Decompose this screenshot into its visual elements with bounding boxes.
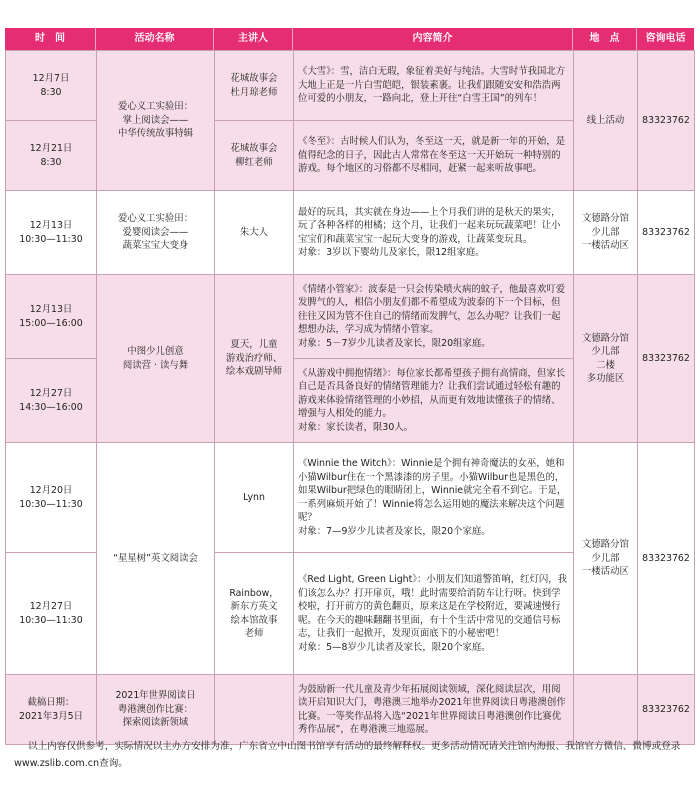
phone-cell: 83323762: [638, 275, 695, 443]
audience-text: 对象：5－7岁少儿读者及家长，限20组家庭。: [298, 337, 491, 349]
content-cell: 为鼓励新一代儿童及青少年拓展阅读领域，深化阅读层次，用阅读开启知识大门，粤港澳三地举办2021年世界阅读日粤港澳创作比赛。一等奖作品将入选“2021年世界阅读日粤港澳创作比赛优秀作品展”，在粤港澳三地巡展。: [294, 675, 574, 745]
header-content: 内容简介: [293, 28, 573, 50]
content-cell: [294, 191, 574, 275]
header-activity: 活动名称: [96, 28, 214, 50]
time-cell: 12月7日 8:30: [6, 51, 97, 121]
time-cell: 12月27日 10:30—11:30: [6, 553, 97, 675]
speaker-cell: 花城故事会 柳红老师: [215, 121, 294, 191]
activity-cell: 2021年世界阅读日 粤港澳创作比赛： 探索阅读新领域: [97, 675, 215, 745]
time-cell: 12月13日 10:30—11:30: [6, 191, 97, 275]
place-cell: 线上活动: [574, 51, 638, 191]
content-cell: 《大雪》：雪，洁白无瑕，象征着美好与纯洁。大雪时节我国北方大地上正是一片白雪皑皑，银装素裹。让我们跟随安安和浩浩两位可爱的小朋友，一路向北，登上开往“白雪王国”的列车！: [294, 51, 574, 121]
header-phone: 咨询电话: [645, 33, 686, 44]
place-cell: [574, 675, 638, 745]
content-text: 《Red Light, Green Light》：小朋友们知道警笛响，红灯闪，我们该怎么办？打开扉页，哦！此时需要给消防车让行呀。快到学校啦，打开前方的黄色翻页，原来这是在学校附近，要减速慢行呢。在今天的趣味翻翻书里面，有十个生活中常见的交通信号标志，让我们一起掀开，发现页面底下的小秘密吧！: [298, 574, 567, 639]
content-cell: [294, 553, 574, 675]
speaker-cell: Lynn: [215, 443, 294, 553]
phone-cell: 83323762: [638, 675, 695, 745]
activity-cell: 爱心义工实验田： 掌上阅读会—— 中华传统故事特辑: [97, 51, 215, 191]
content-text: 最好的玩具，其实就在身边——上个月我们讲的是秋天的果实，玩了各种各样的柑橘；这个月，让我们一起来玩玩蔬菜吧！让小宝宝们和蔬菜宝宝一起玩大变身的游戏，让蔬菜变玩具。: [298, 206, 561, 245]
table-row: [6, 675, 695, 745]
footnote: 以上内容仅供参考，实际情况以主办方安排为准，广东省立中山图书馆享有活动的最终解释权。更多活动情况请关注馆内海报、我馆官方微信、微博或登录www.zslib.com.cn查询。: [14, 741, 681, 769]
speaker-cell: [215, 675, 294, 745]
time-cell: 截稿日期： 2021年3月5日: [6, 675, 97, 745]
audience-text: 对象：5—8岁少儿读者及家长，限20个家庭。: [298, 641, 491, 653]
time-cell: 12月13日 15:00—16:00: [6, 275, 97, 359]
table-header: [5, 28, 694, 50]
speaker-cell: 夏天，儿童 游戏治疗师、 绘本戏剧导师: [215, 275, 294, 443]
header-time: 时 间: [5, 28, 96, 50]
content-text: 《Winnie the Witch》：Winnie是个拥有神奇魔法的女巫，她和小猫Wilbur住在一个黑漆漆的房子里。小猫Wilbur也是黑色的，如果Wilbur把绿色的眼睛闭上，Winnie就完全看不到它。于是，一系列麻烦开始了！Winnie将怎么运用她的魔法来解决这个问题呢？: [298, 458, 567, 523]
activity-cell: “星星树”英文阅读会: [97, 443, 215, 675]
header-place: 地 点: [573, 28, 637, 50]
audience-text: 对象：7—9岁少儿读者及家长，限20个家庭。: [298, 525, 491, 537]
time-cell: 12月27日 14:30—16:00: [6, 359, 97, 443]
activity-cell: 爱心义工实验田： 爱婴阅读会—— 蔬菜宝宝大变身: [97, 191, 215, 275]
place-cell: 文德路分馆 少儿部 一楼活动区: [574, 443, 638, 675]
phone-cell: 83323762: [638, 51, 695, 191]
content-text: 《从游戏中拥抱情绪》：每位家长都希望孩子拥有高情商，但家长自己是否具备良好的情绪管理能力？让我们尝试通过轻松有趣的游戏来体验情绪管理的小妙招，从而更有效地读懂孩子的情绪、增强与人相处的能力。: [298, 367, 566, 420]
content-text: 《情绪小管家》：波泰是一只会传染喷火病的蚊子，他最喜欢叮爱发脾气的人，相信小朋友们都不希望成为波泰的下一个目标，但往往又因为管不住自己的情绪而发脾气，怎么办呢？让我们一起想想办法，学习成为情绪小管家。: [298, 283, 566, 336]
content-cell: [294, 275, 574, 359]
phone-cell: 83323762: [638, 191, 695, 275]
table-row: [6, 275, 695, 359]
speaker-cell: 花城故事会 杜月琼老师: [215, 51, 294, 121]
header-speaker: 主讲人: [214, 28, 293, 50]
table-row: [6, 51, 695, 121]
audience-text: 对象：3岁以下婴幼儿及家长，限12组家庭。: [298, 247, 485, 258]
activity-cell: 中图少儿创意 阅读营 · 读与舞: [97, 275, 215, 443]
phone-cell: 83323762: [638, 443, 695, 675]
content-cell: 《冬至》：古时候人们认为，冬至这一天，就是新一年的开始，是值得纪念的日子，因此古人常常在冬至这一天开始玩一种特别的游戏。每个地区的习俗都不尽相同，赶紧一起来听故事吧。: [294, 121, 574, 191]
content-cell: [294, 359, 574, 443]
speaker-cell: Rainbow， 新东方英文 绘本馆故事 老师: [215, 553, 294, 675]
table-row: [6, 443, 695, 553]
activity-table: [5, 50, 695, 745]
time-cell: 12月20日 10:30—11:30: [6, 443, 97, 553]
content-cell: [294, 443, 574, 553]
place-cell: 文德路分馆 少儿部 一楼活动区: [574, 191, 638, 275]
speaker-cell: 朱大人: [215, 191, 294, 275]
time-cell: 12月21日 8:30: [6, 121, 97, 191]
place-cell: 文德路分馆 少儿部 二楼 多功能区: [574, 275, 638, 443]
audience-text: 对象：家长读者，限30人。: [298, 421, 414, 433]
table-row: [6, 191, 695, 275]
